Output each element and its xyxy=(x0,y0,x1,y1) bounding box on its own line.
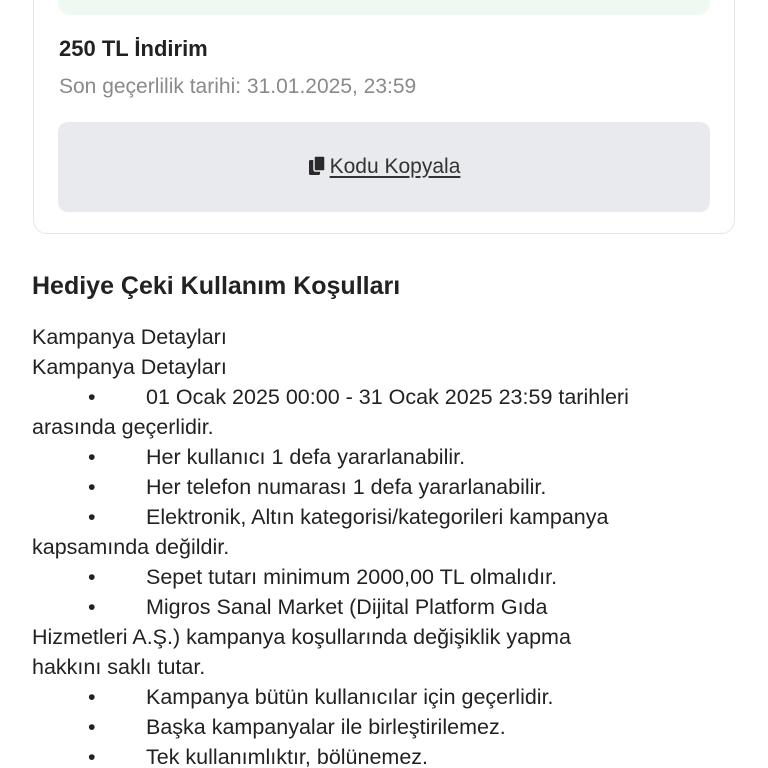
coupon-expiry-date: Son geçerlilik tarihi: 31.01.2025, 23:59 xyxy=(59,75,417,98)
terms-section-title: Hediye Çeki Kullanım Koşulları xyxy=(32,272,401,300)
list-item-continuation: arasında geçerlidir. xyxy=(32,415,214,439)
list-item xyxy=(32,562,740,592)
list-item-text: Elektronik, Altın kategorisi/kategorileri kampanya xyxy=(146,505,609,529)
bullet-icon: • xyxy=(88,385,96,409)
list-item xyxy=(32,742,740,768)
coupon-card xyxy=(33,0,735,234)
list-item xyxy=(32,442,740,472)
bullet-icon: • xyxy=(88,475,96,499)
list-item xyxy=(32,712,740,742)
list-item-text: Tek kullanımlıktır, bölünemez. xyxy=(146,745,429,768)
list-item-continuation: Hizmetleri A.Ş.) kampanya koşullarında değişiklik yapma xyxy=(32,625,571,649)
list-item-text: Migros Sanal Market (Dijital Platform Gıda xyxy=(146,595,548,619)
list-item xyxy=(32,592,740,622)
coupon-code-band xyxy=(58,0,710,15)
list-item-text: Her kullanıcı 1 defa yararlanabilir. xyxy=(146,445,466,469)
list-item xyxy=(32,472,740,502)
terms-heading: Kampanya Detayları xyxy=(32,325,227,349)
terms-heading: Kampanya Detayları xyxy=(32,355,227,379)
bullet-icon: • xyxy=(88,745,96,768)
bullet-icon: • xyxy=(88,505,96,529)
list-item-text: 01 Ocak 2025 00:00 - 31 Ocak 2025 23:59 tarihleri xyxy=(146,385,629,409)
bullet-icon: • xyxy=(88,595,96,619)
coupon-title: 250 TL İndirim xyxy=(59,36,208,61)
list-item-text: Sepet tutarı minimum 2000,00 TL olmalıdır. xyxy=(146,565,558,589)
list-item-continuation: kapsamında değildir. xyxy=(32,535,230,559)
copy-code-button[interactable] xyxy=(58,122,710,212)
terms-list xyxy=(32,322,740,768)
list-item xyxy=(32,502,740,532)
list-item xyxy=(32,382,740,412)
list-item-text: Her telefon numarası 1 defa yararlanabilir. xyxy=(146,475,547,499)
bullet-icon: • xyxy=(88,715,96,739)
bullet-icon: • xyxy=(88,565,96,589)
list-item-text: Kampanya bütün kullanıcılar için geçerlidir. xyxy=(146,685,554,709)
list-item-continuation: hakkını saklı tutar. xyxy=(32,655,206,679)
bullet-icon: • xyxy=(88,685,96,709)
copy-code-label: Kodu Kopyala xyxy=(329,155,461,178)
list-item xyxy=(32,682,740,712)
copy-icon xyxy=(308,155,328,177)
list-item-text: Başka kampanyalar ile birleştirilemez. xyxy=(146,715,506,739)
bullet-icon: • xyxy=(88,445,96,469)
